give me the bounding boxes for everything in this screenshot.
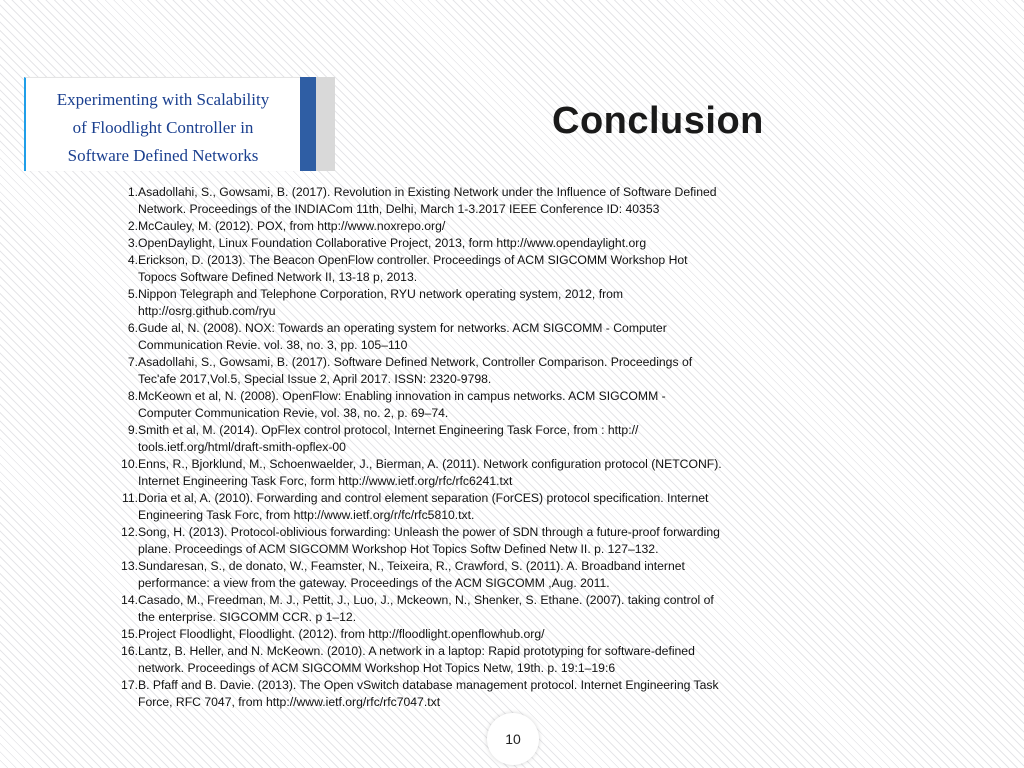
reference-text: Gude al, N. (2008). NOX: Towards an operating system for networks. ACM SIGCOMM - Computer Communication Revie. vol. 38, no. 3, pp. 105–110 <box>138 321 667 352</box>
reference-number: 12. <box>121 525 138 539</box>
accent-bar-gray <box>316 77 335 171</box>
reference-number: 8. <box>127 389 138 403</box>
reference-text: OpenDaylight, Linux Foundation Collaborative Project, 2013, form http://www.opendaylight.org <box>138 236 647 250</box>
reference-number: 15. <box>121 627 138 641</box>
reference-number: 3. <box>127 236 138 250</box>
reference-list <box>110 184 830 711</box>
reference-text: Casado, M., Freedman, M. J., Pettit, J., Luo, J., Mckeown, N., Shenker, S. Ethane. (2007). taking control of the enterprise. SIGCOMM CCR. p 1–12. <box>138 593 714 624</box>
reference-text: Enns, R., Bjorklund, M., Schoenwaelder, J., Bierman, A. (2011). Network configuration protocol (NETCONF). Internet Engineering Task Forc, form http://www.ietf.org/rfc/rfc6241.txt <box>138 457 722 488</box>
reference-item <box>110 626 830 643</box>
reference-text: Nippon Telegraph and Telephone Corporation, RYU network operating system, 2012, from http://osrg.github.com/ryu <box>138 287 624 318</box>
reference-number: 1. <box>127 185 138 199</box>
reference-item <box>110 592 830 626</box>
reference-item <box>110 235 830 252</box>
slide-heading: Conclusion <box>552 100 764 142</box>
reference-text: Erickson, D. (2013). The Beacon OpenFlow controller. Proceedings of ACM SIGCOMM Workshop Hot Topocs Software Defined Network II, 13-18 p, 2013. <box>138 253 688 284</box>
reference-number: 17. <box>121 678 138 692</box>
reference-item <box>110 320 830 354</box>
reference-item <box>110 677 830 711</box>
reference-text: McCauley, M. (2012). POX, from http://www.noxrepo.org/ <box>138 219 446 233</box>
reference-item <box>110 218 830 235</box>
reference-number: 6. <box>127 321 138 335</box>
title-line-1: Experimenting with Scalability <box>56 90 270 109</box>
reference-item <box>110 184 830 218</box>
reference-number: 7. <box>127 355 138 369</box>
reference-number: 11. <box>121 491 138 505</box>
reference-number: 14. <box>121 593 138 607</box>
reference-item <box>110 252 830 286</box>
reference-item <box>110 388 830 422</box>
reference-item <box>110 286 830 320</box>
reference-number: 16. <box>121 644 138 658</box>
reference-number: 4. <box>127 253 138 267</box>
reference-item <box>110 524 830 558</box>
page-number-badge: 10 <box>487 713 539 765</box>
reference-number: 5. <box>127 287 138 301</box>
reference-text: Song, H. (2013). Protocol-oblivious forwarding: Unleash the power of SDN through a future-proof forwarding plane. Proceedings of ACM SIGCOMM Workshop Hot Topics Softw Defined Netw II. p. 127–132. <box>138 525 720 556</box>
title-line-3: Software Defined Networks <box>67 146 259 165</box>
reference-text: Asadollahi, S., Gowsami, B. (2017). Revolution in Existing Network under the Influence of Software Defined Network. Proceedings of the INDIACom 11th, Delhi, March 1-3.2017 IEEE Conference ID: 40353 <box>138 185 717 216</box>
reference-text: Asadollahi, S., Gowsami, B. (2017). Software Defined Network, Controller Comparison. Proceedings of Tec'afe 2017,Vol.5, Special Issue 2, April 2017. ISSN: 2320-9798. <box>138 355 693 386</box>
reference-item <box>110 490 830 524</box>
reference-text: Smith et al, M. (2014). OpFlex control protocol, Internet Engineering Task Force, from : http:// tools.ietf.org/html/draft-smith-opflex-00 <box>138 423 639 454</box>
reference-text: Doria et al, A. (2010). Forwarding and control element separation (ForCES) protocol specification. Internet Engineering Task Forc, from http://www.ietf.org/r/fc/rfc5810.txt. <box>138 491 709 522</box>
reference-item <box>110 354 830 388</box>
reference-number: 10. <box>121 457 138 471</box>
reference-number: 13. <box>121 559 138 573</box>
reference-number: 2. <box>127 219 138 233</box>
reference-text: Lantz, B. Heller, and N. McKeown. (2010). A network in a laptop: Rapid prototyping for software-defined network. Proceedings of ACM SIGCOMM Workshop Hot Topics Netw, 19th. p. 19:1–19:6 <box>138 644 695 675</box>
reference-item <box>110 558 830 592</box>
accent-bar-blue <box>300 77 316 171</box>
reference-item <box>110 422 830 456</box>
reference-text: B. Pfaff and B. Davie. (2013). The Open vSwitch database management protocol. Internet Engineering Task Force, RFC 7047, from http://www.ietf.org/rfc/rfc7047.txt <box>138 678 719 709</box>
presentation-title-box <box>24 77 300 171</box>
title-line-2: of Floodlight Controller in <box>72 118 254 137</box>
reference-item <box>110 456 830 490</box>
reference-number: 9. <box>127 423 138 437</box>
reference-text: Project Floodlight, Floodlight. (2012). from http://floodlight.openflowhub.org/ <box>138 627 545 641</box>
reference-text: Sundaresan, S., de donato, W., Feamster, N., Teixeira, R., Crawford, S. (2011). A. Broadband internet performance: a view from the gateway. Proceedings of the ACM SIGCOMM ,Aug. 2011. <box>138 559 685 590</box>
reference-item <box>110 643 830 677</box>
reference-text: McKeown et al, N. (2008). OpenFlow: Enabling innovation in campus networks. ACM SIGCOMM - Computer Communication Revie, vol. 38, no. 2, p. 69–74. <box>138 389 666 420</box>
